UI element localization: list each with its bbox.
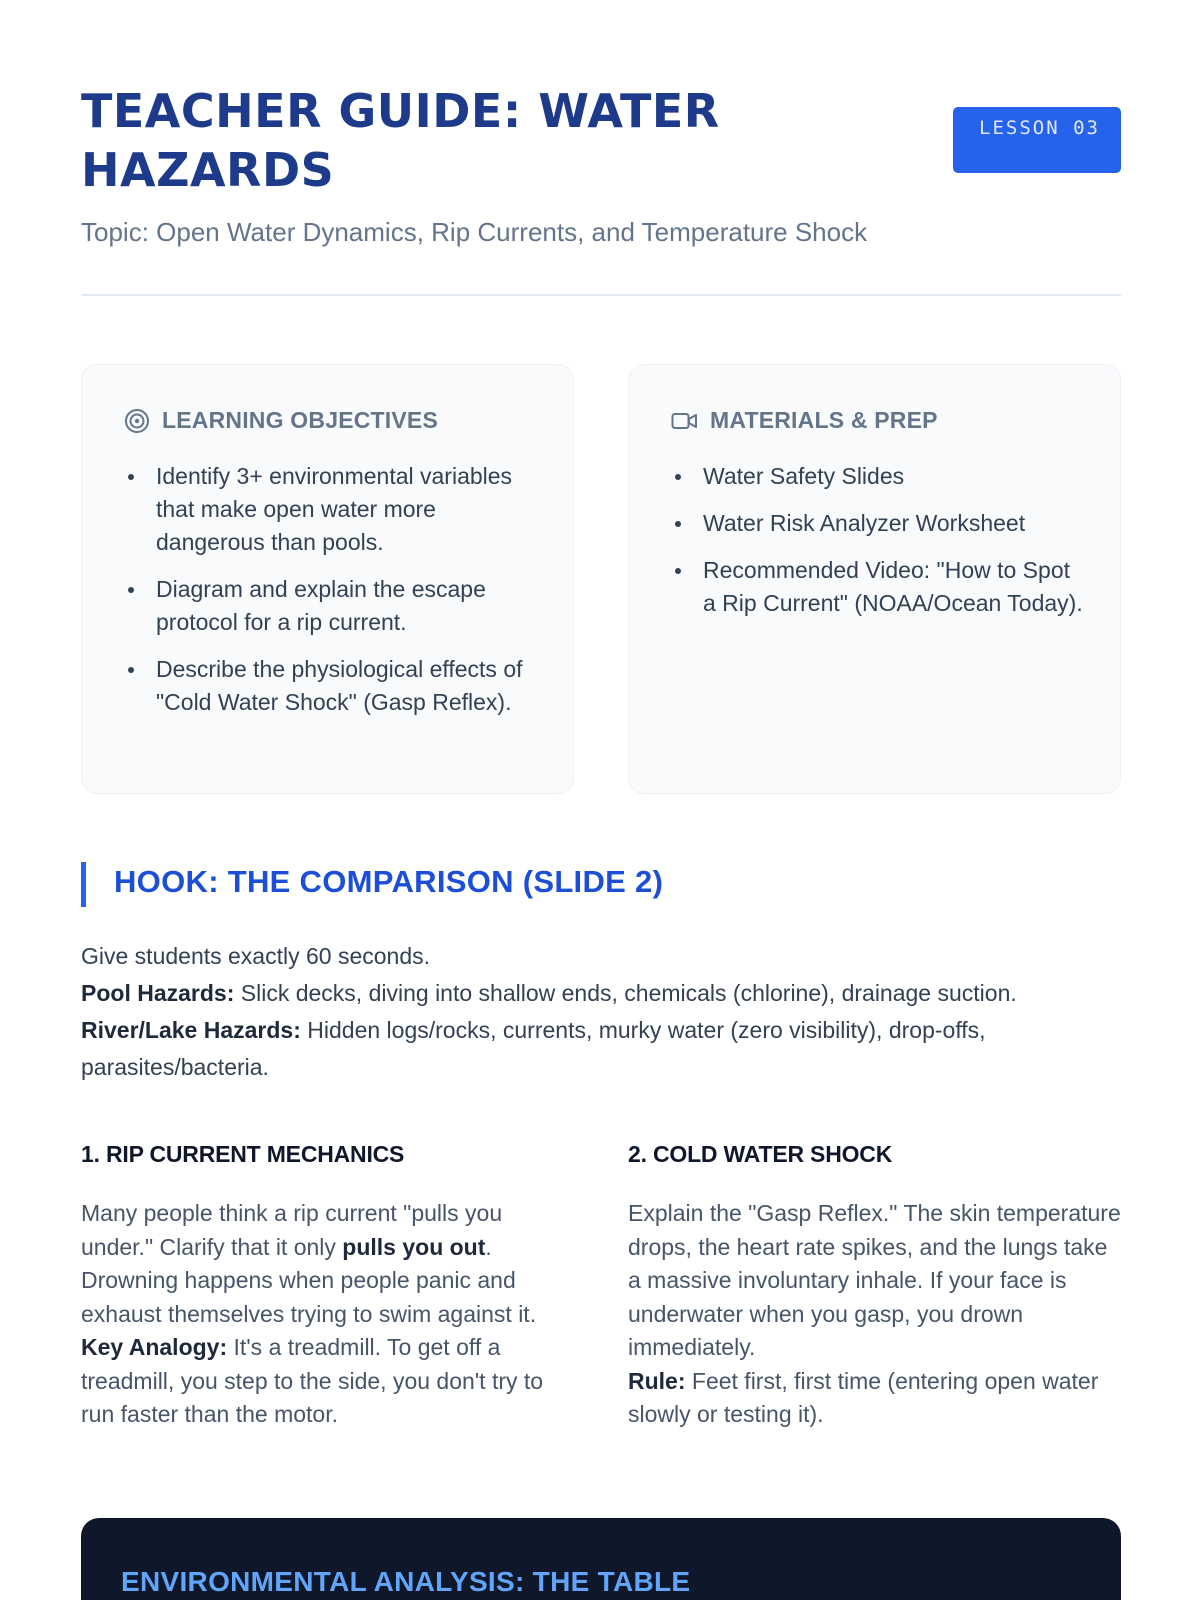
target-icon (124, 408, 150, 434)
rip-current-section (81, 1141, 561, 1432)
rule-label: Rule: (628, 1367, 686, 1394)
materials-list (703, 460, 1088, 634)
list-item: Identify 3+ environmental variables that make open water more dangerous than pools. (156, 460, 541, 559)
hook-accent-bar (81, 862, 86, 907)
learning-objectives-heading: LEARNING OBJECTIVES (162, 407, 439, 433)
river-hazards-line (81, 1012, 1131, 1086)
rule-text: Feet first, first time (entering open water slowly or testing it). (628, 1367, 1099, 1427)
river-hazards-text: Hidden logs/rocks, currents, murky water (zero visibility), drop-offs, parasites/bacteria. (81, 1017, 986, 1080)
list-item: Water Safety Slides (703, 460, 1088, 493)
hook-intro: Give students exactly 60 seconds. (81, 943, 431, 969)
rip-text-part: . Drowning happens when people panic and exhaust themselves trying to swim against it. (81, 1233, 537, 1327)
objectives-list (156, 460, 541, 733)
list-item: Describe the physiological effects of "Cold Water Shock" (Gasp Reflex). (156, 653, 541, 719)
learning-objectives-header (124, 407, 438, 434)
materials-prep-card (628, 364, 1121, 794)
learning-objectives-card (81, 364, 574, 794)
rip-current-text (81, 1197, 561, 1331)
list-item: Diagram and explain the escape protocol for a rip current. (156, 573, 541, 639)
rule-line (628, 1365, 1123, 1432)
list-item: Water Risk Analyzer Worksheet (703, 507, 1088, 540)
rip-current-heading: 1. RIP CURRENT MECHANICS (81, 1141, 405, 1167)
environmental-analysis-heading: ENVIRONMENTAL ANALYSIS: THE TABLE (121, 1566, 691, 1597)
pulls-you-out-emphasis: pulls you out (342, 1233, 486, 1260)
key-analogy-text: It's a treadmill. To get off a treadmill, you step to the side, you don't try to run faster than the motor. (81, 1334, 544, 1427)
lesson-badge: LESSON 03 (953, 107, 1121, 173)
cold-water-shock-section (628, 1141, 1123, 1432)
materials-prep-header (671, 407, 938, 434)
materials-prep-heading: MATERIALS & PREP (710, 407, 938, 433)
hook-body (81, 938, 1131, 1086)
page-title: TEACHER GUIDE: WATER HAZARDS (81, 84, 720, 197)
pool-hazards-label: Pool Hazards: (81, 980, 235, 1006)
header-divider (81, 294, 1121, 296)
rip-text-part: Many people think a rip current "pulls you under." Clarify that it only (81, 1200, 503, 1260)
key-analogy-label: Key Analogy: (81, 1334, 228, 1360)
cold-water-shock-text: Explain the "Gasp Reflex." The skin temperature drops, the heart rate spikes, and the lungs take a massive involuntary inhale. If your face is underwater when you gasp, you drown immediately. (628, 1200, 1121, 1360)
list-item: Recommended Video: "How to Spot a Rip Current" (NOAA/Ocean Today). (703, 554, 1088, 620)
pool-hazards-text: Slick decks, diving into shallow ends, chemicals (chlorine), drainage suction. (234, 980, 1017, 1006)
key-analogy (81, 1331, 561, 1432)
pool-hazards-line (81, 975, 1131, 1012)
topic-subtitle: Topic: Open Water Dynamics, Rip Currents, and Temperature Shock (81, 217, 868, 247)
video-camera-icon (671, 411, 698, 431)
hook-heading: HOOK: THE COMPARISON (SLIDE 2) (114, 864, 664, 899)
cold-water-shock-heading: 2. COLD WATER SHOCK (628, 1141, 893, 1167)
river-hazards-label: River/Lake Hazards: (81, 1017, 301, 1043)
page-header (81, 82, 1121, 200)
environmental-analysis-panel (81, 1518, 1121, 1600)
